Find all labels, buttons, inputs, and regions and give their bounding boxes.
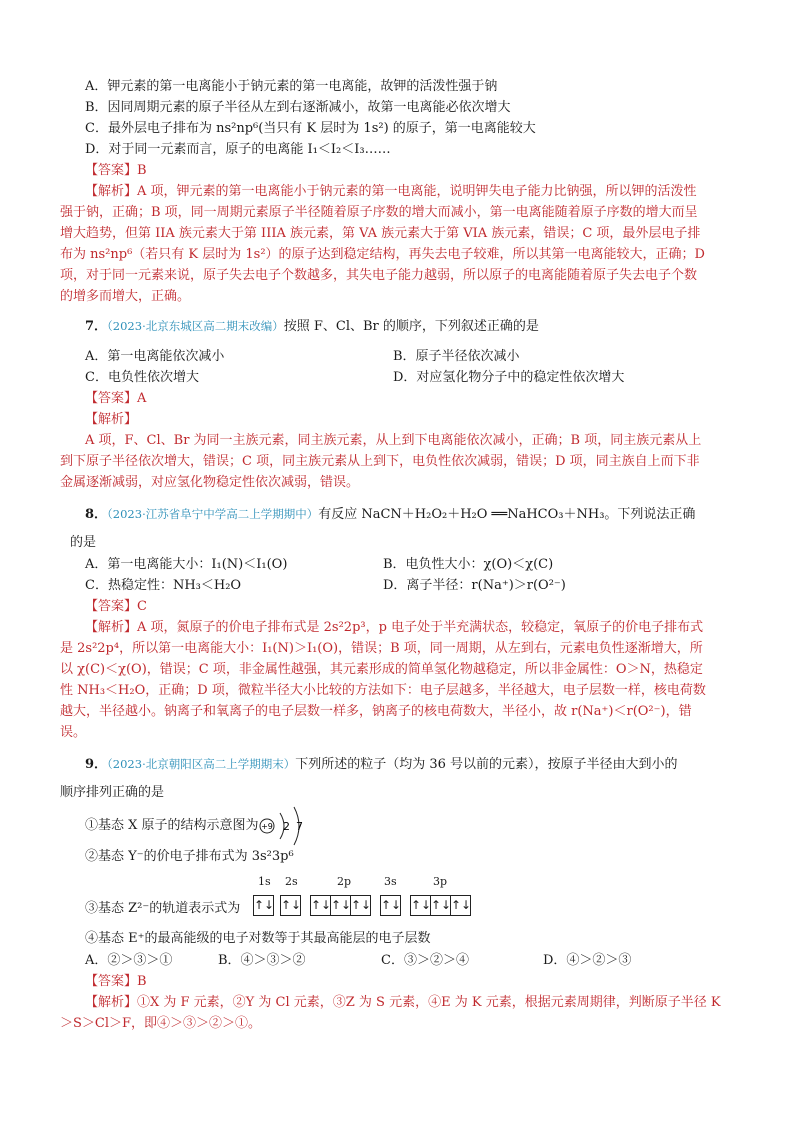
q7-analysis-line-1: A 项，F、Cl、Br 为同一主族元素，同主族元素，从上到下电离能依次减小，正确；B 项，同主族元素从上 <box>85 433 702 448</box>
q8-source: （2023·江苏省阜宁中学高二上学期期中） <box>107 507 319 521</box>
q9-header <box>85 754 678 774</box>
q9-source: （2023·北京朝阳区高二上学期期末） <box>107 757 296 771</box>
q7-number: 7． <box>85 319 108 334</box>
q8-stem: 有反应 NaCN＋H₂O₂＋H₂O ══NaHCO₃＋NH₃。下列说法正确 <box>318 507 696 522</box>
q9-analysis-line-1: 【解析】①X 为 F 元素，②Y 为 Cl 元素，③Z 为 S 元素，④E 为 K 元素，根据元素周期律，判断原子半径 K <box>85 995 721 1010</box>
q9-number: 9． <box>85 757 108 772</box>
q8-number: 8． <box>85 507 108 522</box>
q9-answer: 【答案】B <box>85 974 147 989</box>
orbital-label-3p: 3p <box>433 875 448 888</box>
prev-analysis-line-5: 项，对于同一元素来说，原子失去电子个数越多，其失电子能力越弱，所以原子的电离能随着原子失去电子个数 <box>60 268 698 283</box>
q8-analysis-line-4: 性 NH₃＜H₂O，正确；D 项，微粒半径大小比较的方法如下：电子层越多，半径越大，电子层数一样，核电荷数 <box>60 683 706 698</box>
orbital-label-2p: 2p <box>337 875 352 888</box>
prev-option-c: C．最外层电子排布为 ns²np⁶(当只有 K 层时为 1s²) 的原子，第一电离能较大 <box>85 121 536 136</box>
q7-header <box>85 316 539 336</box>
atom-structure-diagram <box>258 803 318 849</box>
q7-analysis-line-2: 到下原子半径依次增大，错误；C 项，同主族元素从上到下，电负性依次减弱，错误；D 项，同主族自上而下非 <box>60 454 700 469</box>
q9-item-1: ①基态 X 原子的结构示意图为 <box>85 818 259 833</box>
q8-option-d: D．离子半径：r(Na⁺)＞r(O²⁻) <box>383 578 566 593</box>
q8-stem-cont: 的是 <box>70 535 97 550</box>
q7-option-b: B．原子半径依次减小 <box>393 349 520 364</box>
q9-item-4: ④基态 E⁺的最高能级的电子对数等于其最高能层的电子层数 <box>85 931 431 946</box>
orbital-box-2p-2: ↑↓ <box>330 895 351 916</box>
q8-analysis-line-6: 误。 <box>60 725 87 740</box>
orbital-box-3s: ↑↓ <box>380 895 401 916</box>
q8-option-a: A．第一电离能大小：I₁(N)＜I₁(O) <box>85 557 288 572</box>
q7-analysis-tag: 【解析】 <box>85 412 138 427</box>
orbital-label-2s: 2s <box>285 875 298 888</box>
q7-source: （2023·北京东城区高二期末改编） <box>107 319 284 333</box>
prev-analysis-line-2: 强于钠，正确；B 项，同一周期元素原子半径随着原子序数的增大而减小，第一电离能随着原子序数的增大而呈 <box>60 205 698 220</box>
q8-analysis-line-2: 是 2s²2p⁴，所以第一电离能大小：I₁(N)＞I₁(O)，错误；B 项，同一周期，从左到右，元素电负性逐渐增大，所 <box>60 641 703 656</box>
shell-1-electrons: 2 <box>283 820 290 833</box>
q9-option-a: A．②＞③＞① <box>85 953 173 968</box>
q7-answer: 【答案】A <box>85 391 147 406</box>
prev-analysis-line-3: 增大趋势，但第 IIA 族元素大于第 IIIA 族元素，第 VA 族元素大于第 VIA 族元素，错误；C 项，最外层电子排 <box>60 226 701 241</box>
shell-2-electrons: 7 <box>296 820 303 833</box>
q7-analysis-line-3: 金属逐渐减弱，对应氢化物稳定性依次减弱，错误。 <box>60 475 360 490</box>
nucleus-charge: +9 <box>261 822 273 831</box>
q9-stem: 下列所述的粒子（均为 36 号以前的元素），按原子半径由大到小的 <box>295 757 678 772</box>
prev-option-a: A．钾元素的第一电离能小于钠元素的第一电离能，故钾的活泼性强于钠 <box>85 79 498 94</box>
q9-stem-cont: 顺序排列正确的是 <box>60 785 165 800</box>
q8-analysis-line-5: 越大，半径越小。钠离子和氧离子的电子层数一样多，钠离子的核电荷数大，半径小，故 r(Na⁺)＜r(O²⁻)，错 <box>60 704 692 719</box>
prev-option-d: D．对于同一元素而言，原子的电离能 I₁＜I₂＜I₃…… <box>85 142 391 157</box>
orbital-box-3p-1: ↑↓ <box>410 895 431 916</box>
prev-analysis-line-1: 【解析】A 项，钾元素的第一电离能小于钠元素的第一电离能，说明钾失电子能力比钠强，所以钾的活泼性 <box>85 184 697 199</box>
prev-answer: 【答案】B <box>85 163 147 178</box>
prev-option-b: B．因同周期元素的原子半径从左到右逐渐减小，故第一电离能必依次增大 <box>85 100 511 115</box>
orbital-box-3p-3: ↑↓ <box>450 895 471 916</box>
orbital-box-1s: ↑↓ <box>253 895 274 916</box>
q9-item-2: ②基态 Y⁻的价电子排布式为 3s²3p⁶ <box>85 849 294 864</box>
orbital-box-2p-3: ↑↓ <box>350 895 371 916</box>
orbital-box-2s: ↑↓ <box>280 895 301 916</box>
q7-option-c: C．电负性依次增大 <box>85 370 199 385</box>
q8-answer: 【答案】C <box>85 599 147 614</box>
orbital-box-3p-2: ↑↓ <box>430 895 451 916</box>
q7-option-a: A．第一电离能依次减小 <box>85 349 225 364</box>
orbital-label-1s: 1s <box>258 875 271 888</box>
q8-option-b: B．电负性大小：χ(O)＜χ(C) <box>383 557 554 572</box>
orbital-label-3s: 3s <box>384 875 397 888</box>
prev-analysis-line-4: 布为 ns²np⁶（若只有 K 层时为 1s²）的原子达到稳定结构，再失去电子较难，所以其第一电离能较大，正确；D <box>60 247 705 262</box>
q8-header <box>85 504 695 524</box>
q9-option-c: C．③＞②＞④ <box>381 953 469 968</box>
atom-structure-svg <box>258 803 318 849</box>
prev-analysis-line-6: 的增多而增大，正确。 <box>60 289 191 304</box>
q8-option-c: C．热稳定性：NH₃＜H₂O <box>85 578 242 593</box>
q7-stem: 按照 F、Cl、Br 的顺序，下列叙述正确的是 <box>283 319 539 334</box>
q8-analysis-line-1: 【解析】A 项，氮原子的价电子排布式是 2s²2p³，p 电子处于半充满状态，较稳定，氧原子的价电子排布式 <box>85 620 704 635</box>
q9-item-3: ③基态 Z²⁻的轨道表示式为 <box>85 901 241 916</box>
q7-option-d: D．对应氢化物分子中的稳定性依次增大 <box>393 370 625 385</box>
q8-analysis-line-3: 以 χ(C)＜χ(O)，错误；C 项，非金属性越强，其元素形成的简单氢化物越稳定，所以非金属性：O＞N，热稳定 <box>60 662 703 677</box>
orbital-box-2p-1: ↑↓ <box>310 895 331 916</box>
q9-option-b: B．④＞③＞② <box>218 953 306 968</box>
q9-analysis-line-2: ＞S＞Cl＞F，即④＞③＞②＞①。 <box>60 1016 262 1031</box>
q9-option-d: D．④＞②＞③ <box>543 953 632 968</box>
